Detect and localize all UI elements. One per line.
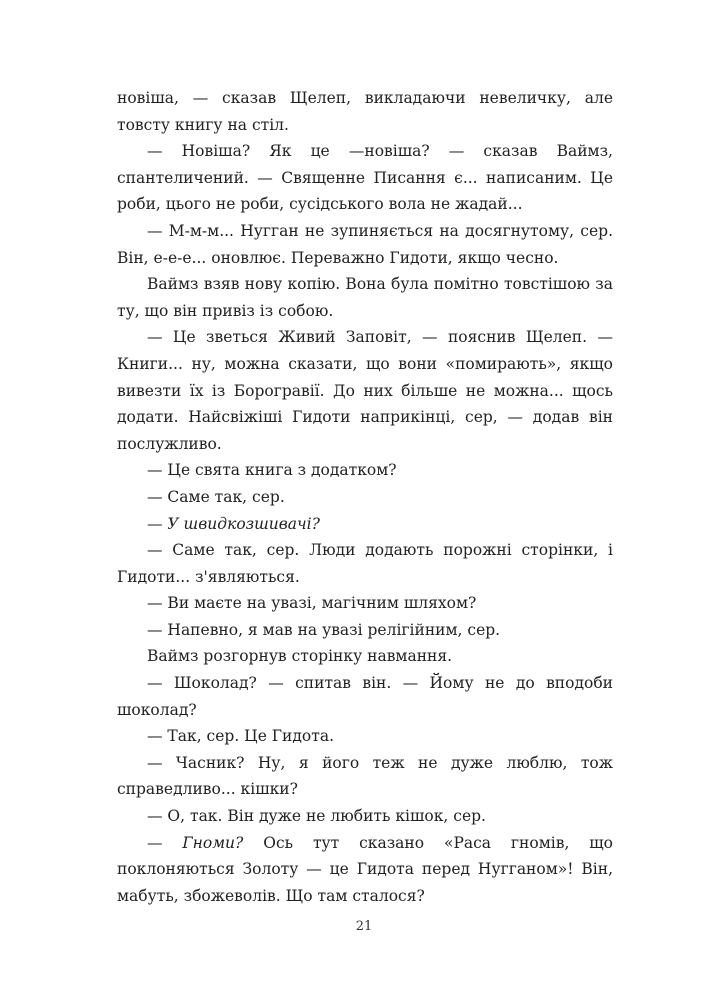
page-number: 21 bbox=[355, 919, 373, 934]
paragraph: — Це свята книга з додатком? bbox=[147, 461, 397, 480]
paragraph: новіша, — сказав Щелеп, викладаючи невеличку, але товсту книгу на стіл. bbox=[117, 89, 613, 134]
italic-text: — Гноми? bbox=[147, 833, 244, 852]
paragraph: — Так, сер. Це Гидота. bbox=[147, 727, 335, 746]
paragraph: — Саме так, сер. Люди додають порожні сторінки, і Гидоти... з'являються. bbox=[117, 541, 613, 586]
paragraph: — М-м-м... Нугган не зупиняється на досягнутому, сер. Він, е-е-е... оновлює. Переважно Гидоти, якщо чесно. bbox=[117, 221, 613, 267]
paragraph: — Це зветься Живий Заповіт, — пояснив Щелеп. — Книги... ну, можна сказати, що вони «помирають», якщо вивезти їх із Борогравії. До них більше не можна... щось додати. Найсвіжіші Гидоти наприкінці, сер, — додав він послужливо. bbox=[117, 328, 613, 453]
paragraph: — Часник? Ну, я його теж не дуже люблю, тож справедливо... кішки? bbox=[117, 753, 613, 799]
paragraph: Ваймз взяв нову копію. Вона була помітно товстішою за ту, що він привіз із собою. bbox=[117, 275, 613, 320]
paragraph: — Шоколад? — спитав він. — Йому не до вподоби шоколад? bbox=[117, 674, 613, 719]
paragraph: — Напевно, я мав на увазі релігійним, сер. bbox=[147, 620, 501, 639]
paragraph: — Ви маєте на увазі, магічним шляхом? bbox=[147, 594, 477, 613]
paragraph: — Новіша? Як це —новіша? — сказав Ваймз, спантеличений. — Священне Писання є... написаним. Це роби, цього не роби, сусідського вола не жадай... bbox=[117, 142, 613, 214]
paragraph: Ваймз розгорнув сторінку навмання. bbox=[147, 647, 453, 666]
paragraph-text: Ось тут сказано «Раса гномів, що поклоняються Золоту — це Гидота перед Нугганом»! Він, мабуть, збожеволів. Що там сталося? bbox=[117, 833, 613, 905]
book-page-text bbox=[117, 85, 613, 909]
paragraph: — О, так. Він дуже не любить кішок, сер. bbox=[147, 807, 486, 826]
italic-text: — У швидкозшивачі? bbox=[147, 514, 320, 533]
paragraph-last bbox=[117, 830, 613, 910]
paragraph-italic bbox=[117, 511, 613, 538]
paragraph: — Саме так, сер. bbox=[147, 487, 285, 506]
